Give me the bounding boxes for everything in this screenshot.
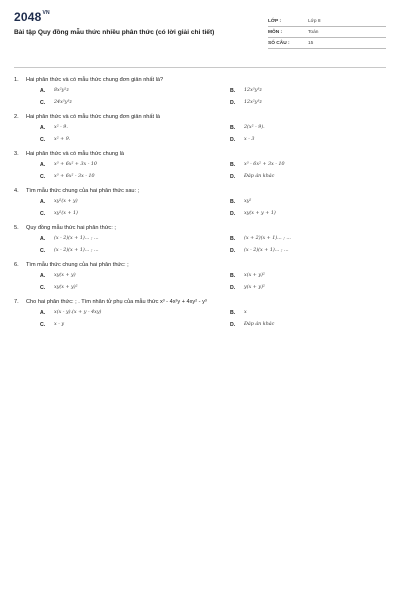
question-number: 6. <box>14 262 19 268</box>
answer-option[interactable] <box>230 247 400 255</box>
option-letter: C. <box>40 174 46 180</box>
meta-label: MÔN : <box>268 29 283 35</box>
question-item <box>14 113 386 144</box>
option-text: x(x - y).(x + y - 4xy) <box>54 310 102 315</box>
question-stem <box>14 224 386 232</box>
meta-value: Toán <box>308 29 319 35</box>
answer-option[interactable] <box>230 161 400 169</box>
answer-option[interactable] <box>40 247 210 255</box>
option-letter: B. <box>230 162 236 168</box>
question-text: Tìm mẫu thức chung của hai phân thức sau: ; <box>26 188 140 194</box>
option-letter: A. <box>40 88 46 94</box>
question-text: Tìm mẫu thức chung của hai phân thức: ; <box>26 262 129 268</box>
option-text: xy(x + y + 1) <box>244 211 276 216</box>
option-text: Đáp án khác <box>244 322 275 327</box>
option-text: x <box>244 310 247 315</box>
answer-option[interactable] <box>230 235 400 243</box>
option-letter: D. <box>230 137 236 143</box>
question-text: Cho hai phân thức: ; . Tìm nhân tử phụ của mẫu thức x³ - 4x²y + 4xy² - y³ <box>26 299 207 305</box>
meta-table <box>268 16 386 49</box>
answer-option[interactable] <box>230 284 400 292</box>
question-list <box>14 76 386 329</box>
option-letter: B. <box>230 273 236 279</box>
option-letter: A. <box>40 162 46 168</box>
option-text: (x - 2)(x + 1)... ; ... <box>244 248 289 253</box>
document-title: Bài tập Quy đồng mẫu thức nhiều phân thức (có lời giải chi tiết) <box>14 29 215 36</box>
option-letter: D. <box>230 248 236 254</box>
option-letter: C. <box>40 285 46 291</box>
answer-option[interactable] <box>230 136 400 144</box>
answer-option[interactable] <box>40 284 210 292</box>
meta-label: SỐ CÂU : <box>268 40 290 46</box>
option-text: x - y <box>54 322 65 327</box>
question-stem <box>14 187 386 195</box>
option-letter: B. <box>230 199 236 205</box>
option-letter: C. <box>40 211 46 217</box>
option-text: (x - 2)(x + 1)... ; ... <box>54 248 99 253</box>
answer-option[interactable] <box>230 99 400 107</box>
question-item <box>14 261 386 292</box>
question-number: 1. <box>14 77 19 83</box>
option-text: xy²(x + 1) <box>54 211 78 216</box>
option-text: x³ - 6x² + 3x - 10 <box>244 162 285 167</box>
question-text: Quy đồng mẫu thức hai phân thức: ; <box>26 225 116 231</box>
answer-option[interactable] <box>40 309 210 317</box>
answer-option[interactable] <box>230 87 400 95</box>
question-item <box>14 150 386 181</box>
option-text: 12x³y³z <box>244 88 262 93</box>
answer-option[interactable] <box>40 272 210 280</box>
answer-option[interactable] <box>40 99 210 107</box>
question-number: 4. <box>14 188 19 194</box>
option-letter: A. <box>40 310 46 316</box>
option-letter: A. <box>40 273 46 279</box>
option-text: x(x + y)² <box>244 273 265 278</box>
site-logo[interactable] <box>14 10 266 24</box>
option-letter: C. <box>40 248 46 254</box>
answer-options <box>14 87 386 107</box>
option-text: x³ + 6x² - 3x - 10 <box>54 174 95 179</box>
question-item <box>14 76 386 107</box>
option-letter: B. <box>230 88 236 94</box>
option-letter: A. <box>40 199 46 205</box>
question-stem <box>14 298 386 306</box>
question-number: 2. <box>14 114 19 120</box>
answer-option[interactable] <box>40 210 210 218</box>
answer-options <box>14 272 386 292</box>
meta-row-class <box>268 16 386 27</box>
option-letter: B. <box>230 125 236 131</box>
option-letter: B. <box>230 236 236 242</box>
option-letter: A. <box>40 236 46 242</box>
question-stem <box>14 261 386 269</box>
answer-options <box>14 309 386 329</box>
option-text: xy(x + y)² <box>54 285 78 290</box>
option-text: xy(x + y) <box>54 273 76 278</box>
answer-option[interactable] <box>230 198 400 206</box>
option-letter: D. <box>230 174 236 180</box>
meta-row-count <box>268 38 386 49</box>
option-text: x - 3 <box>244 137 255 142</box>
answer-option[interactable] <box>40 136 210 144</box>
question-stem <box>14 76 386 84</box>
question-item <box>14 224 386 255</box>
option-letter: D. <box>230 100 236 106</box>
answer-option[interactable] <box>230 321 400 329</box>
option-letter: C. <box>40 322 46 328</box>
logo-text: 2048 <box>14 10 42 24</box>
document-header <box>14 10 386 62</box>
question-number: 7. <box>14 299 19 305</box>
answer-option[interactable] <box>230 272 400 280</box>
question-number: 5. <box>14 225 19 231</box>
option-letter: C. <box>40 100 46 106</box>
brand-block <box>14 10 266 37</box>
option-letter: A. <box>40 125 46 131</box>
option-letter: C. <box>40 137 46 143</box>
question-stem <box>14 150 386 158</box>
question-item <box>14 298 386 329</box>
option-text: 8x²y²z <box>54 88 69 93</box>
answer-option[interactable] <box>40 87 210 95</box>
answer-options <box>14 235 386 255</box>
answer-option[interactable] <box>40 235 210 243</box>
question-text: Hai phân thức và có mẫu thức chung đơn giản nhất là? <box>26 77 164 83</box>
option-text: x² - 9. <box>54 125 68 130</box>
answer-options <box>14 124 386 144</box>
answer-option[interactable] <box>230 124 400 132</box>
answer-option[interactable] <box>40 321 210 329</box>
logo-suffix: VN <box>42 10 50 16</box>
option-text: (x + 2)(x + 1)... ; ... <box>244 236 291 241</box>
option-text: 24x³y³z <box>54 100 72 105</box>
option-text: Đáp án khác <box>244 174 275 179</box>
question-text: Hai phân thức và có mẫu thức chung đơn giản nhất là <box>26 114 160 120</box>
answer-option[interactable] <box>40 173 210 181</box>
option-letter: D. <box>230 211 236 217</box>
answer-options <box>14 161 386 181</box>
option-text: y(x + y)² <box>244 285 265 290</box>
question-item <box>14 187 386 218</box>
question-text: Hai phân thức và có mẫu thức chung là <box>26 151 124 157</box>
option-text: xy² <box>244 199 252 204</box>
answer-option[interactable] <box>40 124 210 132</box>
meta-label: LỚP : <box>268 18 282 24</box>
answer-option[interactable] <box>230 309 400 317</box>
answer-option[interactable] <box>40 161 210 169</box>
option-text: x² + 9. <box>54 137 71 142</box>
option-letter: D. <box>230 322 236 328</box>
option-text: 2(x² - 9). <box>244 125 265 130</box>
option-letter: B. <box>230 310 236 316</box>
answer-option[interactable] <box>40 198 210 206</box>
answer-option[interactable] <box>230 173 400 181</box>
option-text: x³ + 6x² + 3x - 10 <box>54 162 97 167</box>
option-text: (x - 2)(x + 1)... ; ... <box>54 236 99 241</box>
option-letter: D. <box>230 285 236 291</box>
meta-value: 15 <box>308 40 314 46</box>
question-stem <box>14 113 386 121</box>
answer-options <box>14 198 386 218</box>
answer-option[interactable] <box>230 210 400 218</box>
meta-row-subject <box>268 27 386 38</box>
option-text: 12x²y³z <box>244 100 262 105</box>
meta-value: Lớp 8 <box>308 18 321 24</box>
option-text: xy²(x + y) <box>54 199 78 204</box>
question-number: 3. <box>14 151 19 157</box>
header-divider <box>14 67 386 68</box>
